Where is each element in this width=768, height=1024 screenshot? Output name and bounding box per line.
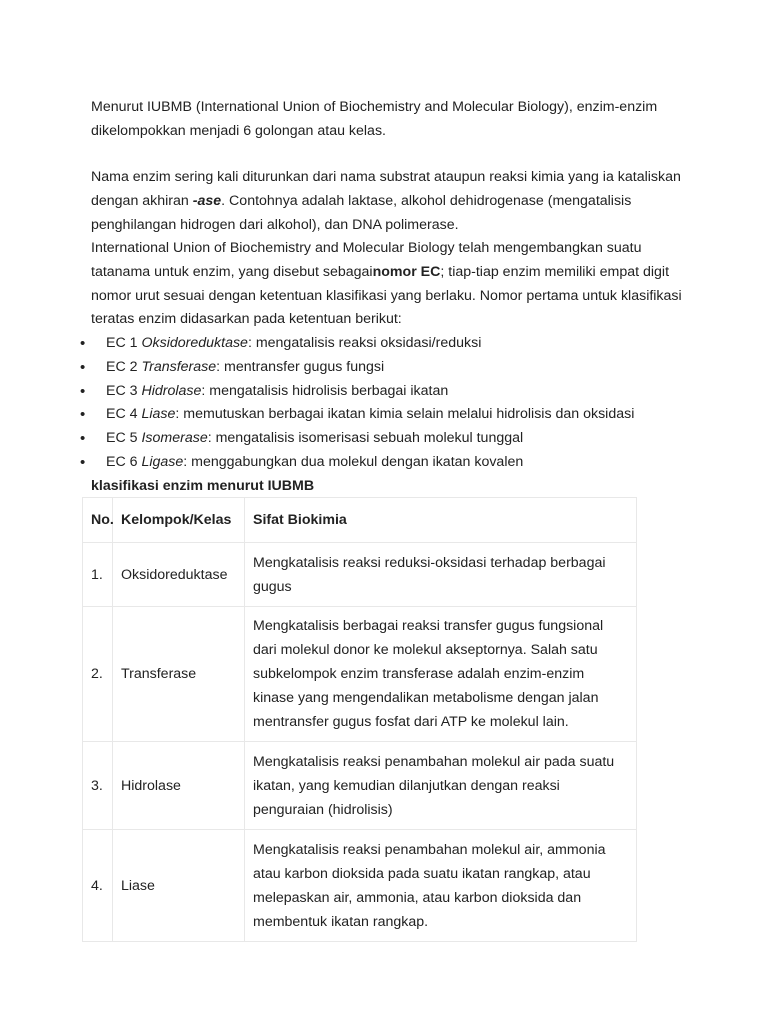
- ec-list-item: [80, 403, 700, 427]
- bullet-icon: •: [80, 335, 86, 352]
- ec-paragraph: [91, 237, 691, 332]
- cell-property: Mengkatalisis reaksi reduksi-oksidasi terhadap berbagai gugus: [245, 543, 637, 607]
- table-title: klasifikasi enzim menurut IUBMB: [91, 478, 315, 494]
- table-row: [83, 742, 637, 830]
- ec-desc: : menggabungkan dua molekul dengan ikatan kovalen: [183, 453, 524, 470]
- header-class: Kelompok/Kelas: [113, 498, 245, 543]
- ec-code: EC 6: [106, 453, 142, 470]
- ec-number-term: nomor EC: [372, 263, 441, 280]
- cell-property: Mengkatalisis reaksi penambahan molekul air, ammonia atau karbon dioksida pada suatu ikatan rangkap, atau melepaskan air, ammonia, atau karbon dioksida dan membentuk ikatan rangkap.: [245, 830, 637, 942]
- cell-class: Transferase: [113, 607, 245, 742]
- bullet-icon: •: [80, 430, 86, 448]
- ec-text-after: ; tiap-tiap enzim memiliki empat digit nomor urut sesuai dengan ketentuan klasifikasi yang berlaku. Nomor pertama untuk klasifikasi teratas enzim didasarkan pada ketentuan berikut:: [91, 263, 682, 328]
- ase-suffix: -ase: [192, 192, 222, 209]
- bullet-icon: •: [80, 453, 86, 471]
- table-row: [83, 543, 637, 607]
- ec-code: EC 5: [106, 430, 142, 447]
- cell-no: 3.: [83, 742, 113, 830]
- header-property: Sifat Biokimia: [245, 498, 637, 543]
- cell-no: 2.: [83, 607, 113, 742]
- ec-name: Transferase: [141, 358, 217, 375]
- cell-property: Mengkatalisis reaksi penambahan molekul air pada suatu ikatan, yang kemudian dilanjutkan dengan reaksi penguraian (hidrolisis): [245, 742, 637, 830]
- ec-desc: : mengatalisis isomerisasi sebuah molekul tunggal: [207, 430, 524, 447]
- ec-code: EC 1: [106, 335, 142, 351]
- table-row: [83, 830, 637, 942]
- intro-paragraph: [91, 96, 691, 144]
- ec-code: EC 3: [106, 382, 142, 399]
- ec-class-list: [80, 332, 700, 475]
- naming-text-after: . Contohnya adalah laktase, alkohol dehidrogenase (mengatalisis penghilangan hidrogen dari alkohol), dan DNA polimerase.: [91, 192, 632, 233]
- bullet-icon: •: [80, 358, 86, 376]
- enzyme-class-table: [82, 497, 637, 942]
- cell-class: Liase: [113, 830, 245, 942]
- table-row: [83, 607, 637, 742]
- bullet-icon: •: [80, 406, 86, 424]
- ec-list-item: [80, 427, 700, 451]
- naming-text-before: Nama enzim sering kali diturunkan dari nama substrat ataupun reaksi kimia yang ia kataliskan dengan akhiran: [91, 169, 681, 209]
- intro-text: Menurut IUBMB (International Union of Biochemistry and Molecular Biology), enzim-enzim dikelompokkan menjadi 6 golongan atau kelas.: [91, 99, 658, 139]
- ec-desc: : memutuskan berbagai ikatan kimia selain melalui hidrolisis dan oksidasi: [175, 406, 635, 423]
- naming-paragraph: [91, 166, 691, 237]
- ec-name: Liase: [141, 406, 176, 423]
- cell-no: 1.: [83, 543, 113, 607]
- ec-list-item: [80, 451, 700, 475]
- cell-property: Mengkatalisis berbagai reaksi transfer gugus fungsional dari molekul donor ke molekul akseptornya. Salah satu subkelompok enzim transferase adalah enzim-enzim kinase yang mengendalikan metabolisme dengan jalan mentransfer gugus fosfat dari ATP ke molekul lain.: [245, 607, 637, 742]
- ec-list-item: [80, 380, 700, 404]
- cell-class: Hidrolase: [113, 742, 245, 830]
- ec-desc: : mengatalisis reaksi oksidasi/reduksi: [247, 335, 482, 351]
- ec-name: Isomerase: [141, 430, 208, 447]
- bullet-icon: •: [80, 382, 86, 400]
- cell-no: 4.: [83, 830, 113, 942]
- ec-code: EC 2: [106, 358, 142, 375]
- ec-name: Ligase: [141, 453, 184, 470]
- ec-name: Oksidoreduktase: [141, 335, 248, 351]
- ec-code: EC 4: [106, 406, 142, 423]
- header-no: No.: [83, 498, 113, 543]
- ec-desc: : mentransfer gugus fungsi: [216, 358, 385, 375]
- ec-name: Hidrolase: [141, 382, 202, 399]
- ec-text-before: International Union of Biochemistry and Molecular Biology telah mengembangkan suatu tatanama untuk enzim, yang disebut sebagai: [91, 240, 642, 280]
- ec-list-item: [80, 356, 700, 380]
- ec-desc: : mengatalisis hidrolisis berbagai ikatan: [201, 382, 449, 399]
- table-header-row: [83, 498, 637, 543]
- cell-class: Oksidoreduktase: [113, 543, 245, 607]
- ec-list-item: [80, 332, 700, 356]
